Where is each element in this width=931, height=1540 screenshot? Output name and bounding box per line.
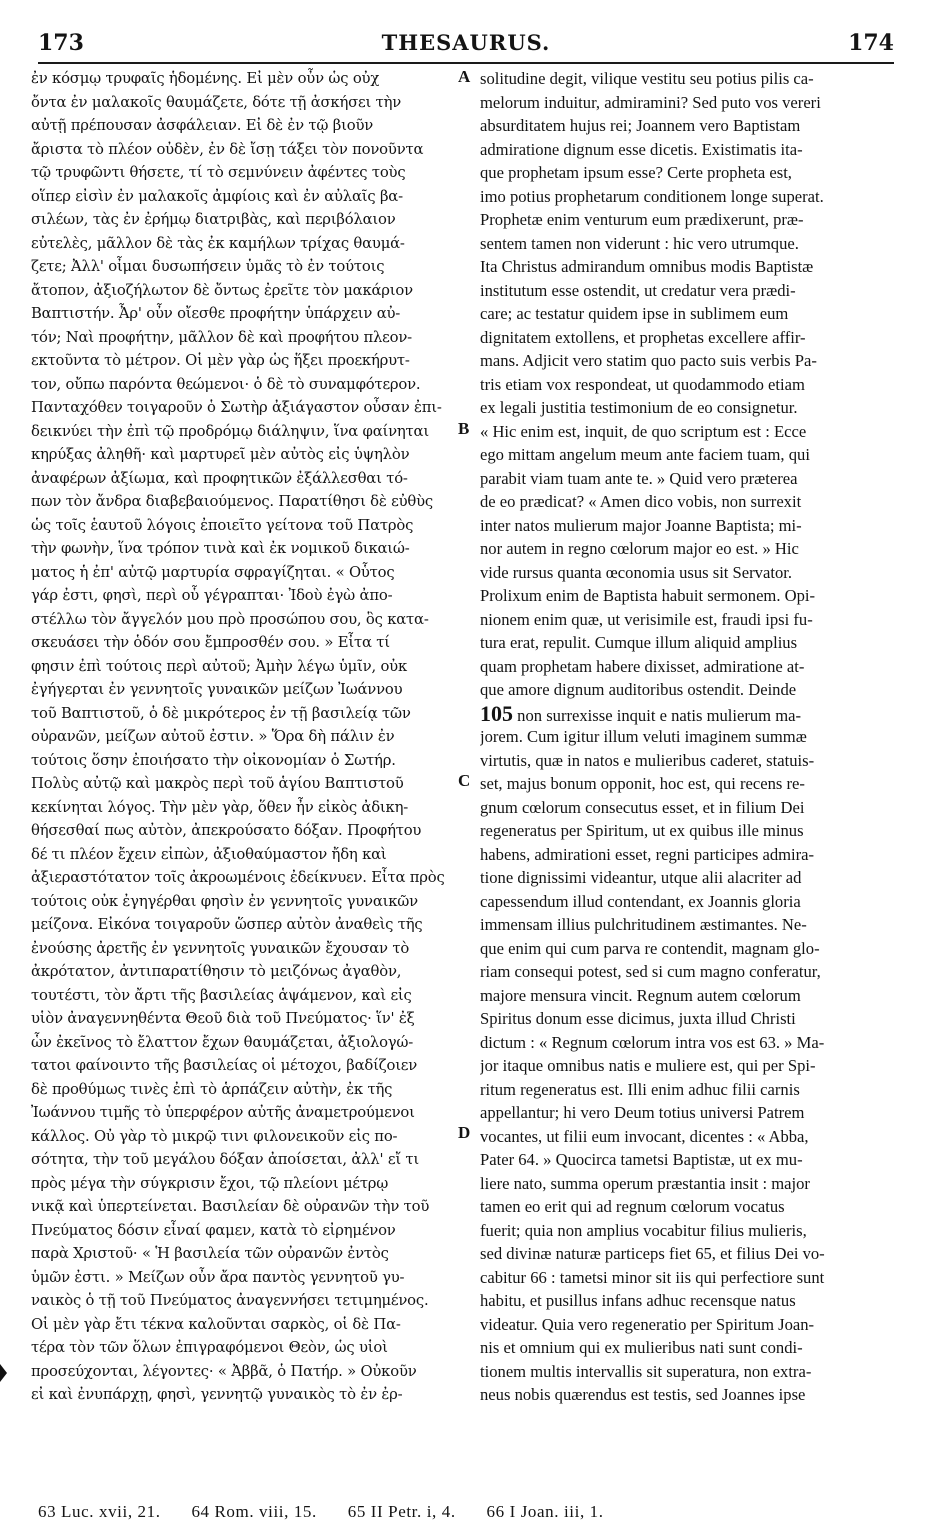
greek-line: ἀκρότατον, ἀντιπαρατίθησιν τὸ μειζόνως ἀγαθὸν, <box>31 963 402 980</box>
greek-line: νικᾷ καὶ ὑπερτείνεται. Βασιλείαν δὲ οὐρανῶν τὴν τοῦ <box>31 1198 430 1215</box>
latin-line: Prophetæ enim venturum eum prædixerunt, præ- <box>480 210 804 229</box>
greek-line: γάρ ἐστι, φησὶ, περὶ οὗ γέγραπται· Ἰδοὺ ἐγὼ ἀπο- <box>31 587 393 604</box>
footnote-64: 64 Rom. viii, 15. <box>191 1502 317 1521</box>
latin-line: sed divinæ naturæ particeps fiet 65, et filius Dei vo- <box>480 1244 825 1263</box>
latin-line: dictum : « Regnum cœlorum intra vos est 63. » Ma- <box>480 1032 825 1052</box>
latin-line: habens, admirationi esset, regni participes admira- <box>480 844 815 864</box>
latin-line: habitu, et pusillus infans adhuc recensque natus <box>480 1291 796 1310</box>
greek-line: θήσεσθαί πως αὐτὸν, ἀπεκρούσατο δόξαν. Προφήτου <box>31 822 422 839</box>
greek-line: μείζονα. Εἰκόνα τοιγαροῦν ὥσπερ αὐτὸν ἀναθεὶς τῆς <box>31 916 423 933</box>
greek-line: ἄριστα τὸ πλέον οὐδὲν, ἐν δὲ ἴσῃ τάξει τὸν πονοῦντα <box>31 140 424 158</box>
greek-line: σκευάσει τὴν ὁδόν σου ἔμπροσθέν σου. » Εἶτα τί <box>31 634 390 651</box>
greek-line: τὴν φωνὴν, ἵνα τρόπον τινὰ καὶ ἐκ νομικοῦ δικαιώ- <box>31 540 410 557</box>
greek-line: ἀξιεραστότατον τοῖς ἀκροωμένοις ἐδείκνυεν. Εἶτα πρὸς <box>31 869 445 886</box>
latin-line: « Hic enim est, inquit, de quo scriptum est : Ecce <box>480 421 807 441</box>
latin-line: Pater 64. » Quocirca tametsi Baptistæ, ut ex mu- <box>480 1150 803 1169</box>
greek-line: ἀναφέρων ἀξίωμα, καὶ προφητικῶν ἐξάλλεσθαι τό- <box>31 469 408 487</box>
greek-line: ματος ἡ ἐπ' αὐτῷ μαρτυρία σφραγίζηται. « Οὗτος <box>31 563 395 581</box>
greek-line: ὡς τοῖς ἑαυτοῦ λόγοις ἐποιεῖτο γείτονα τοῦ Πατρὸς <box>31 516 414 534</box>
latin-line: ritum regeneratus est. Illi enim adhuc filii carnis <box>480 1079 800 1099</box>
latin-line: imo potius prophetarum conditionem longe superat. <box>480 186 824 206</box>
latin-line: jorem. Cum igitur illum veluti imaginem summæ <box>480 727 807 746</box>
latin-line: ex legali justitia testimonium de eo consignetur. <box>480 398 798 417</box>
greek-line: Πολὺς αὐτῷ καὶ μακρὸς περὶ τοῦ ἁγίου Βαπτιστοῦ <box>31 775 404 792</box>
left-page-number: 173 <box>38 30 84 56</box>
running-title: THESAURUS. <box>381 30 551 55</box>
greek-line: Οἱ μὲν γὰρ ἔτι τέκνα καλοῦνται σαρκὸς, οἱ δὲ Πα- <box>31 1315 401 1333</box>
page-edge-arrow-icon <box>0 1364 7 1382</box>
greek-line: δεικνύει τὴν ἐπὶ τῷ προδρόμῳ διάληψιν, ἵνα φαίνηται <box>31 422 429 440</box>
latin-line: admiratione dignum esse dicetis. Existimatis ita- <box>480 139 803 159</box>
greek-line: ναικὸς ὁ τῇ τοῦ Πνεύματος ἀναγεννήσει τετιμημένος. <box>31 1292 429 1309</box>
latin-line: videatur. Quia vero regeneratio per Spiritum Joan- <box>480 1314 815 1334</box>
greek-line: ὧν ἐκεῖνος τὸ ἔλαττον ἔχων θαυμάζεται, ἀξιολογώ- <box>31 1033 414 1051</box>
greek-line: εἰ καὶ ἐνυπάρχῃ, φησὶ, γεννητῷ γυναικὸς τὸ ἐν ἐρ- <box>31 1386 403 1403</box>
latin-line: riam consequi potest, sed si cum magno conferatur, <box>480 962 821 981</box>
latin-line: cabitur 66 : tametsi minor sit iis qui perfectiore sunt <box>480 1267 825 1287</box>
latin-line: quam prophetam habere dixisset, admiratione at- <box>480 656 805 676</box>
section-marker-a: A <box>458 67 471 86</box>
greek-line: τούτοις ὅσην ἐποιήσατο τὴν οἰκονομίαν ὁ Σωτήρ. <box>31 751 396 769</box>
greek-line: σιλέων, τὰς ἐν ἐρήμῳ διατριβὰς, καὶ περιβόλαιον <box>31 211 396 228</box>
latin-line: institutum esse ostendit, ut credatur vera prædi- <box>480 280 796 300</box>
greek-line: εκτοῦντα τὸ μέτρον. Οἱ μὲν γὰρ ὡς ἥξει προεκήρυτ- <box>31 352 410 369</box>
right-page-number: 174 <box>848 30 894 56</box>
greek-line: ἄτοπον, ἀξιοζήλωτον δὲ ὄντως ἐρεῖτε τὸν μακάριον <box>31 281 413 299</box>
greek-line: ἐνούσης ἀρετῆς ἐν γεννητοῖς γυναικῶν ἔχουσαν τὸ <box>31 939 410 957</box>
section-marker-b: B <box>458 419 470 438</box>
latin-line: dignitatem extollens, et prophetas excellere affir- <box>480 327 806 347</box>
latin-line: que prophetam ipsum esse? Certe propheta est, <box>480 163 792 182</box>
greek-line: τέρα τὸν τῶν ὅλων ἐπιγραφόμενοι Θεὸν, ὡς υἱοὶ <box>31 1339 388 1356</box>
latin-line: virtutis, quæ in natos e mulieribus caderet, statuis- <box>480 750 815 770</box>
latin-line: que enim qui cum parva re contendit, magnam glo- <box>480 938 820 958</box>
latin-line: regeneratus per Spiritum, ut ex quibus ille minus <box>480 821 804 840</box>
latin-line: que amore dignum auditoribus ostendit. Deinde <box>480 680 797 699</box>
greek-line: Πανταχόθεν τοιγαροῦν ὁ Σωτὴρ ἀξιάγαστον οὖσαν ἐπι- <box>31 399 442 416</box>
greek-line: Βαπτιστήν. Ἆρ' οὖν οἴεσθε προφήτην ὑπάρχειν αὐ- <box>31 305 401 322</box>
greek-line: κάλλος. Οὐ γὰρ τὸ μικρῷ τινι φιλονεικοῦν εἰς πο- <box>31 1127 398 1145</box>
greek-line: τούτοις οὐκ ἐγηγέρθαι φησὶν ἐν γεννητοῖς γυναικῶν <box>31 892 418 910</box>
greek-line: στέλλω τὸν ἄγγελόν μου πρὸ προσώπου σου, ὃς κατα- <box>31 610 429 628</box>
latin-line: nis et omnium qui ex mulieribus nati sunt condi- <box>480 1338 803 1357</box>
greek-line: δέ τι πλέον ἔχειν εἰπὼν, ἀξιοθαύμαστον ἤδη καὶ <box>31 845 387 863</box>
latin-line-text: non surrexisse inquit e natis mulierum ma- <box>517 705 802 725</box>
greek-line: κηρύξας ἀληθῆ· καὶ μαρτυρεῖ μὲν αὐτὸς εἰς ὑψηλὸν <box>31 446 410 463</box>
latin-line: vide rursus quanta œconomia usus sit Servator. <box>480 562 793 582</box>
greek-line: πων τὸν ἄνδρα διαβεβαιούμενος. Παρατίθησι δὲ εὐθὺς <box>31 493 433 510</box>
latin-line: nor autem in regno cœlorum major eo est. » Hic <box>480 539 799 558</box>
latin-line: nionem enim quæ, ut verisimile est, fraudi ipsi fu- <box>480 609 813 629</box>
greek-line: ὄντα ἐν μαλακοῖς θαυμάζετε, δότε τῇ ἀσκήσει τὴν <box>31 93 402 111</box>
greek-line: τατοι φαίνοιντο τῆς βασιλείας οἱ μέτοχοι, βαδίζοιεν <box>31 1057 418 1074</box>
latin-line: gnum cœlorum consecutus esset, et in filium Dei <box>480 797 805 817</box>
latin-line: appellantur; hi vero Deum totius universi Patrem <box>480 1103 805 1122</box>
greek-line: οὐρανῶν, μείζων αὐτοῦ ἐστιν. » Ὅρα δὴ πάλιν ἐν <box>31 728 395 745</box>
latin-line: Prolixum enim de Baptista habuit sermonem. Opi- <box>480 586 816 605</box>
latin-line: parabit viam tuam ante te. » Quid vero præterea <box>480 468 798 488</box>
greek-line: τῷ τρυφῶντι θήσετε, τί τὸ σεμνύνειν ἀφέντες τοὺς <box>31 164 406 181</box>
latin-line: immensam illius pulchritudinem æstimantes. Ne- <box>480 915 807 934</box>
latin-line: solitudine degit, vilique vestitu seu potius pilis ca- <box>480 69 814 88</box>
latin-line: neus nobis quærendus est testis, sed Joannes ipse <box>480 1385 806 1404</box>
latin-line: fuerit; quia non amplius vocabitur filius mulieris, <box>480 1220 807 1240</box>
greek-line: οἵπερ εἰσὶν ἐν μαλακοῖς ἀμφίοις καὶ ἐν αὐλαῖς βα- <box>31 187 403 205</box>
greek-line: ζετε; Ἀλλ' οἶμαι δυσωπήσειν ὑμᾶς τὸ ἐν τούτοις <box>31 258 385 275</box>
greek-line: ὑμῶν ἐστι. » Μείζων οὖν ἄρα παντὸς γεννητοῦ γυ- <box>31 1268 405 1286</box>
latin-line: jor itaque omnibus natis e muliere est, qui per Spi- <box>480 1056 816 1075</box>
latin-column <box>480 67 892 1407</box>
latin-line: absurditatem hujus rei; Joannem vero Baptistam <box>480 116 801 135</box>
footnote-63: 63 Luc. xvii, 21. <box>38 1502 161 1521</box>
greek-line: υἱὸν ἀναγεννηθέντα Θεοῦ διὰ τοῦ Πνεύματος· ἵν' ἐξ <box>31 1010 415 1027</box>
latin-line: de eo prædicat? « Amen dico vobis, non surrexit <box>480 492 802 511</box>
signature-mark: 105 <box>480 701 513 725</box>
section-marker-c: C <box>458 771 471 790</box>
latin-line: ego mittam angelum meum ante faciem tuam, qui <box>480 445 810 464</box>
latin-line: melorum induitur, admiramini? Sed puto vos vereri <box>480 92 821 112</box>
greek-line: τουτέστι, τὸν ἄρτι τῆς βασιλείας ἁψάμενον, καὶ εἰς <box>31 986 412 1004</box>
greek-line: Πνεύματος δόσιν εἶναί φαμεν, κατὰ τὸ εἰρημένον <box>31 1221 396 1239</box>
greek-line: φησιν ἐπὶ τούτοις περὶ αὐτοῦ; Ἀμὴν λέγω ὑμῖν, οὐκ <box>31 657 408 675</box>
latin-line: care; ac testatur quidem ipse in sublimem eum <box>480 304 789 323</box>
section-marker-d: D <box>458 1123 471 1142</box>
greek-line: τόν; Ναὶ προφήτην, μᾶλλον δὲ καὶ προφήτου πλεον- <box>31 328 412 346</box>
latin-line: Ita Christus admirandum omnibus modis Baptistæ <box>480 257 814 276</box>
greek-line: αὐτῇ πρέπουσαν ἀσφάλειαν. Εἰ δὲ ἐν τῷ βιοῦν <box>31 117 374 134</box>
greek-line: δὲ προθύμως τινὲς ἐπὶ τὸ ἁρπάζειν αὐτὴν, ἐκ τῆς <box>31 1080 393 1098</box>
greek-line: σότητα, τὴν τοῦ μεγάλου δόξαν ἀποίσεται, ἀλλ' εἴ τι <box>31 1151 420 1168</box>
greek-line: πρὸς μέγα τὴν σύγκρισιν ἔχοι, τῷ πλείονι μέτρῳ <box>31 1174 389 1192</box>
greek-column <box>31 67 453 1407</box>
latin-line: liere nato, summa operum præstantia insit : major <box>480 1173 810 1193</box>
latin-line: mans. Adjicit vero statim quo pacto suis verbis Pa- <box>480 351 817 370</box>
latin-line: inter natos mulierum major Joanne Baptista; mi- <box>480 515 802 535</box>
greek-line: κεκίνηται λόγος. Τὴν μὲν γὰρ, ὅθεν ἦν εἰκὸς ἀδικη- <box>31 798 409 816</box>
greek-line: Ἰωάννου τιμῆς τὸ ὑπερφέρον αὐτῆς ἀναμετρούμενοι <box>31 1104 415 1121</box>
latin-line: set, majus bonum opponit, hoc est, qui recens re- <box>480 774 805 793</box>
latin-line: capessendum illud contendant, ex Joannis gloria <box>480 891 801 911</box>
latin-line: Spiritus donum esse dicimus, juxta illud Christi <box>480 1009 796 1028</box>
latin-line: tamen eo erit qui ad regnum cœlorum vocatus <box>480 1197 785 1216</box>
greek-line: ἐγήγερται ἐν γεννητοῖς γυναικῶν μείζων Ἰωάννου <box>31 681 403 698</box>
latin-line: tris etiam vox respondeat, ut quodammodo etiam <box>480 374 805 394</box>
latin-line: majore mensura vincit. Regnum autem cœlorum <box>480 985 801 1005</box>
greek-line: τον, οὔπω παρόντα θεώμενοι· ὁ δὲ τὸ συναμφότερον. <box>31 375 421 393</box>
latin-line: sentem tamen non viderunt : hic vero utrumque. <box>480 233 799 253</box>
footnotes <box>38 1502 894 1522</box>
latin-line: vocantes, ut filii eum invocant, dicentes : « Abba, <box>480 1126 809 1146</box>
greek-line: τοῦ Βαπτιστοῦ, ὁ δὲ μικρότερος ἐν τῇ βασιλείᾳ τῶν <box>31 704 411 722</box>
footnote-65: 65 II Petr. i, 4. <box>347 1502 456 1521</box>
footnote-66: 66 I Joan. iii, 1. <box>486 1502 604 1521</box>
greek-line: εὐτελὲς, μᾶλλον δὲ τὰς ἐκ καμήλων τρίχας θαυμά- <box>31 234 405 252</box>
latin-line <box>480 702 892 726</box>
header-rule <box>38 62 894 64</box>
greek-line: ἐν κόσμῳ τρυφαῖς ἡδομένης. Εἰ μὲν οὖν ὡς οὐχ <box>31 70 380 87</box>
greek-line: παρὰ Χριστοῦ· « Ἡ βασιλεία τῶν οὐρανῶν ἐντὸς <box>31 1245 389 1262</box>
latin-line: tura erat, repulit. Cumque illum aliquid amplius <box>480 633 798 652</box>
running-header <box>38 30 894 64</box>
latin-line: tionem multis intervallis sit superatura, non extra- <box>480 1361 812 1381</box>
greek-line: προσεύχονται, λέγοντες· « Ἀββᾶ, ὁ Πατήρ. » Οὐκοῦν <box>31 1362 417 1380</box>
latin-line: tione dignissimi videantur, utque alii alacriter ad <box>480 868 802 887</box>
